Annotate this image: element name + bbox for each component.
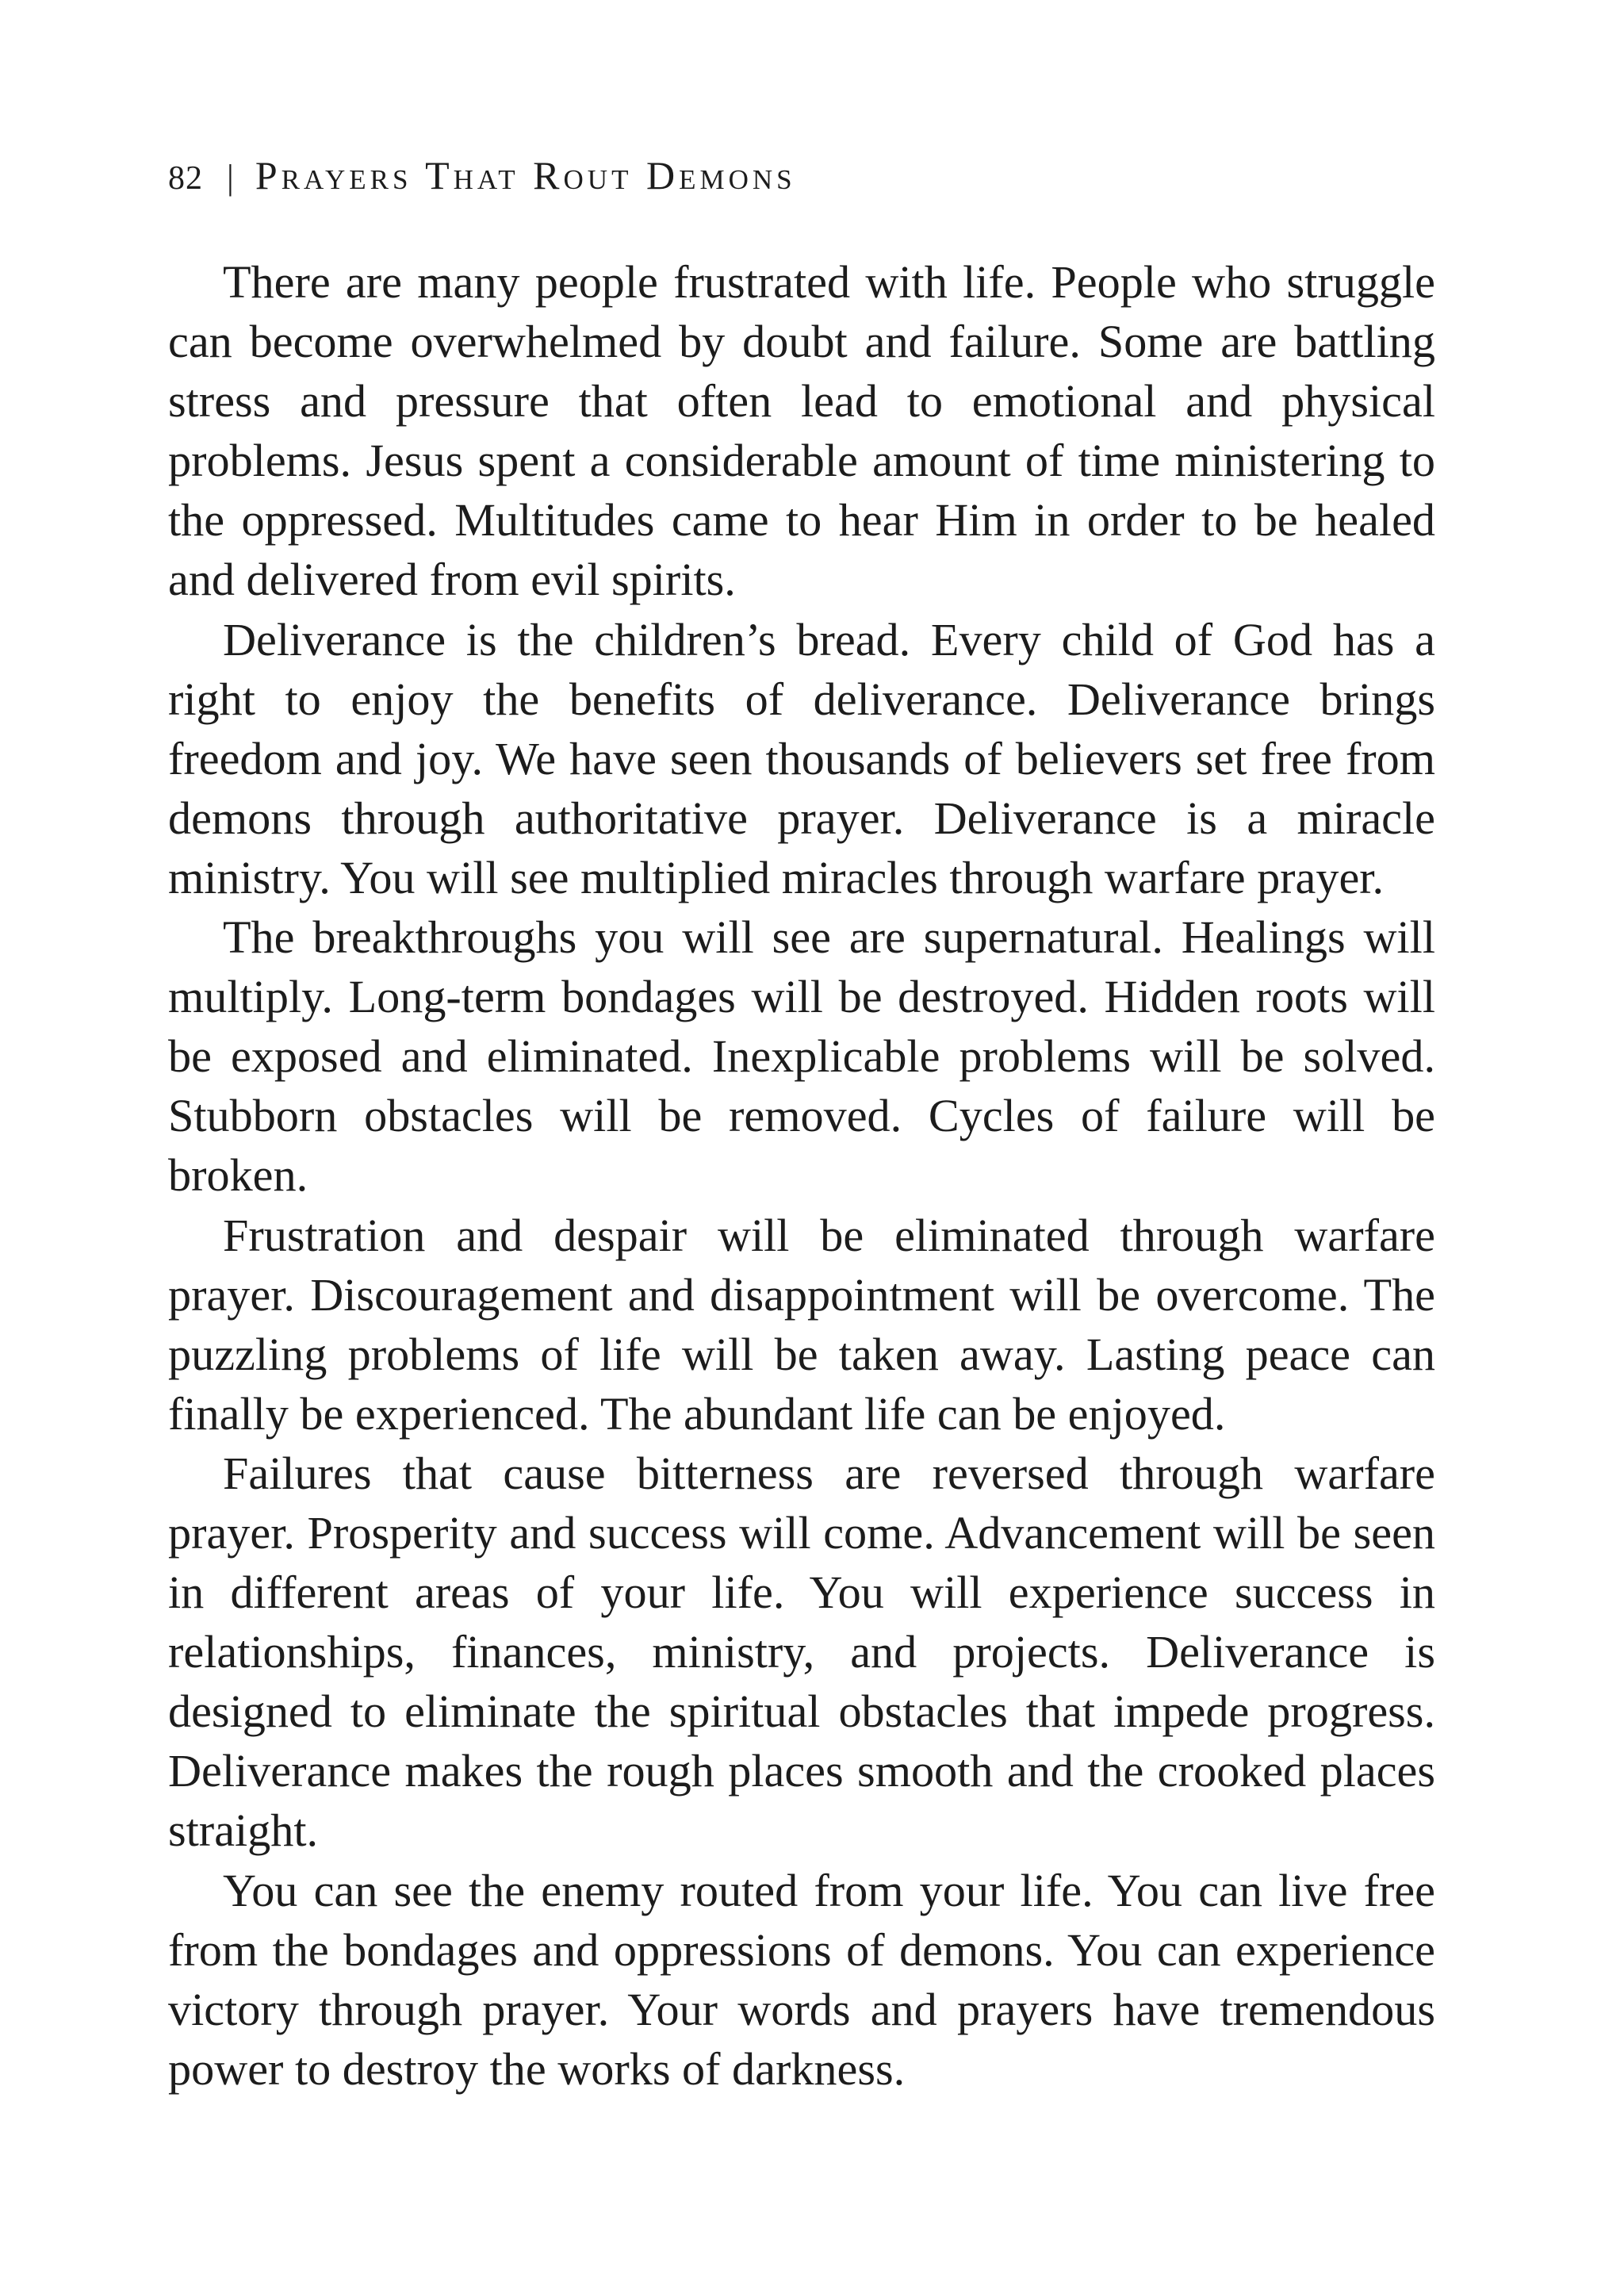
paragraph: The breakthroughs you will see are supernatural. Healings will multiply. Long-term bondages will be destroyed. Hidden roots will be exposed and eliminated. Inexplicable problems will be solved. Stubborn obstacles will be removed. Cycles of failure will be broken. <box>168 911 1435 1202</box>
body-text <box>168 252 1435 2099</box>
paragraph: Deliverance is the children’s bread. Every child of God has a right to enjoy the benefits of deliverance. Deliverance brings freedom and joy. We have seen thousands of believers set free from demons through authoritative prayer. Deliverance is a miracle ministry. You will see multiplied miracles through warfare prayer. <box>168 613 1435 903</box>
paragraph: There are many people frustrated with life. People who struggle can become overwhelmed by doubt and failure. Some are battling stress and pressure that often lead to emotional and physical problems. Jesus spent a considerable amount of time ministering to the oppressed. Multitudes came to hear Him in order to be healed and delivered from evil spirits. <box>168 256 1435 606</box>
paragraph: Failures that cause bitterness are reversed through warfare prayer. Prosperity and success will come. Advancement will be seen in different areas of your life. You will experience success in relationships, finances, ministry, and projects. Deliverance is designed to eliminate the spiritual obstacles that impede progress. Deliverance makes the rough places smooth and the crooked places straight. <box>168 1447 1435 1857</box>
page-number: 82 <box>168 160 203 197</box>
paragraph: You can see the enemy routed from your life. You can live free from the bondages and oppressions of demons. You can experience victory through prayer. Your words and prayers have tremendous power to destroy the works of darkness. <box>168 1864 1435 2095</box>
paragraph: Frustration and despair will be eliminated through warfare prayer. Discouragement and disappointment will be overcome. The puzzling problems of life will be taken away. Lasting peace can finally be experienced. The abundant life can be enjoyed. <box>168 1209 1435 1440</box>
book-title: Prayers That Rout Demons <box>255 153 796 197</box>
running-head <box>168 155 796 195</box>
header-separator: | <box>227 158 235 197</box>
